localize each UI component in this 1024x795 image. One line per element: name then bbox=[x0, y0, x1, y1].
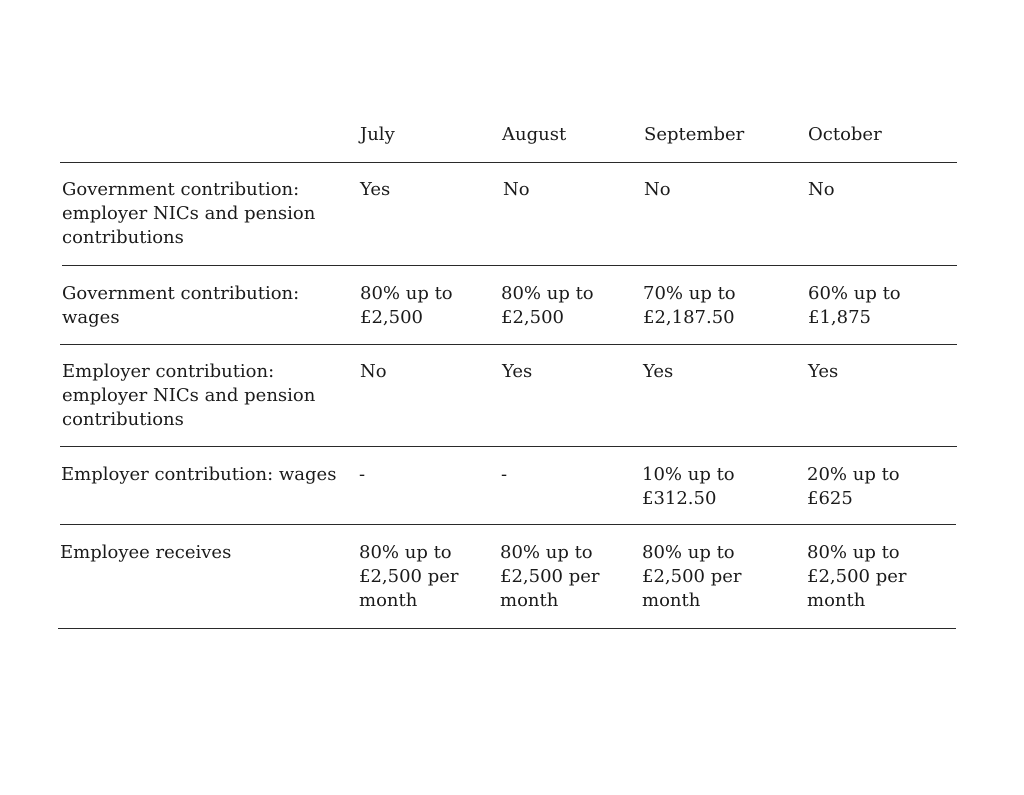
header-month-july: July bbox=[360, 124, 395, 145]
header-month-september: September bbox=[644, 124, 745, 145]
row-label-gov-wages: Government contribution: wages bbox=[62, 283, 300, 328]
table-rule bbox=[58, 628, 956, 629]
row-gov-wages-august: 80% up to £2,500 bbox=[501, 283, 594, 328]
row-employee-receives-september: 80% up to £2,500 per month bbox=[642, 542, 742, 611]
row-gov-nics-august: No bbox=[503, 179, 530, 200]
row-emp-nics-august: Yes bbox=[502, 361, 533, 382]
row-employee-receives-july: 80% up to £2,500 per month bbox=[359, 542, 459, 611]
row-label-emp-nics: Employer contribution: employer NICs and pension contributions bbox=[62, 361, 316, 430]
row-gov-wages-september: 70% up to £2,187.50 bbox=[643, 283, 736, 328]
row-gov-nics-july: Yes bbox=[360, 179, 391, 200]
row-gov-nics-october: No bbox=[808, 179, 835, 200]
table-rule bbox=[60, 524, 956, 525]
row-emp-wages-october: 20% up to £625 bbox=[807, 464, 900, 509]
row-employee-receives-october: 80% up to £2,500 per month bbox=[807, 542, 907, 611]
row-label-emp-wages: Employer contribution: wages bbox=[61, 464, 337, 485]
row-gov-nics-september: No bbox=[644, 179, 671, 200]
row-label-gov-nics: Government contribution: employer NICs and pension contributions bbox=[62, 179, 316, 248]
row-emp-nics-july: No bbox=[360, 361, 387, 382]
row-employee-receives-august: 80% up to £2,500 per month bbox=[500, 542, 600, 611]
row-emp-nics-october: Yes bbox=[808, 361, 839, 382]
table-rule bbox=[60, 446, 957, 447]
row-label-employee-receives: Employee receives bbox=[60, 542, 232, 563]
row-emp-wages-july: - bbox=[359, 464, 366, 485]
table-rule bbox=[62, 265, 957, 266]
header-month-august: August bbox=[502, 124, 567, 145]
row-emp-nics-september: Yes bbox=[643, 361, 674, 382]
row-emp-wages-september: 10% up to £312.50 bbox=[642, 464, 735, 509]
header-month-october: October bbox=[808, 124, 882, 145]
row-gov-wages-july: 80% up to £2,500 bbox=[360, 283, 453, 328]
row-gov-wages-october: 60% up to £1,875 bbox=[808, 283, 901, 328]
table-rule bbox=[60, 162, 957, 163]
row-emp-wages-august: - bbox=[501, 464, 508, 485]
table-rule bbox=[60, 344, 957, 345]
